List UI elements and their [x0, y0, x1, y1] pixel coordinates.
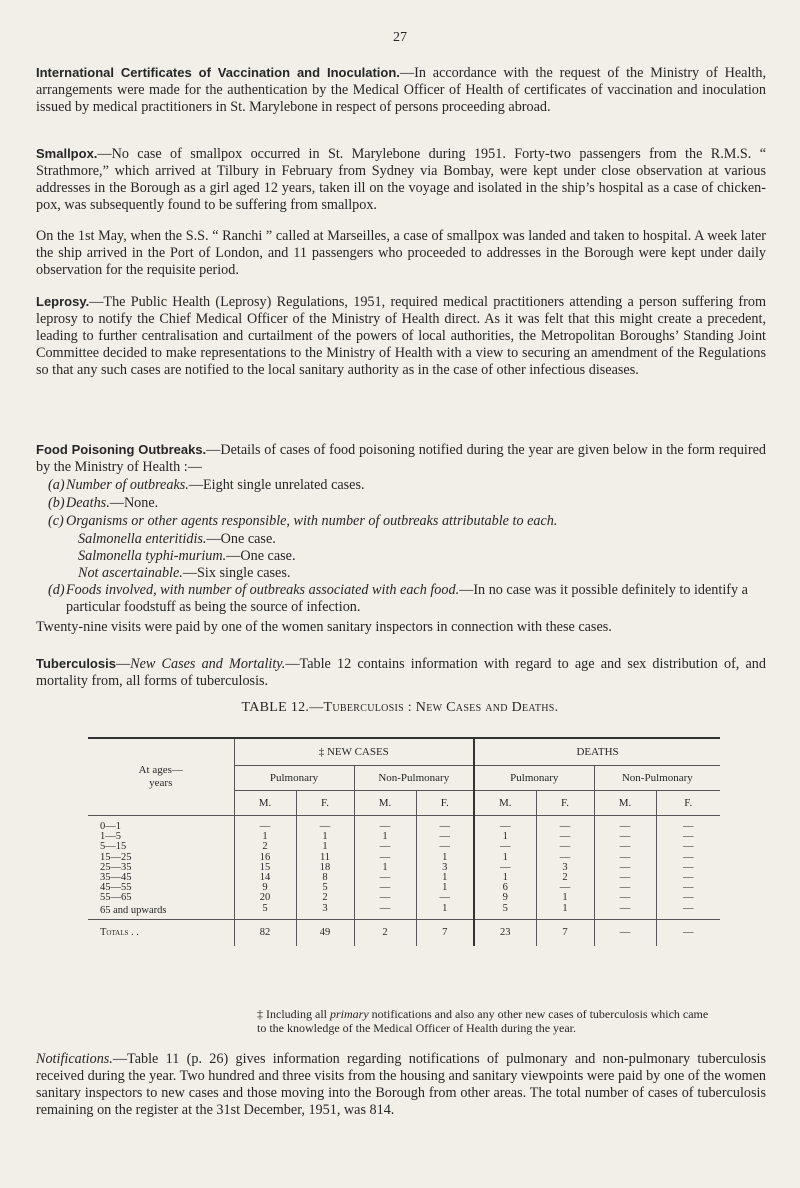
- age-cell: 5—15: [100, 841, 127, 853]
- age-cell: 45—55: [100, 882, 132, 894]
- col-f: F.: [536, 791, 594, 816]
- col-m: M.: [354, 791, 416, 816]
- col-f: F.: [296, 791, 354, 816]
- value-cell: —: [354, 904, 416, 920]
- value-cell: 1: [416, 873, 474, 883]
- value-cell: —: [656, 863, 720, 873]
- value-cell: 14: [234, 873, 296, 883]
- value-cell: —: [416, 893, 474, 903]
- table-caption: TABLE 12.—Tuberculosis : New Cases and Deaths.: [241, 700, 559, 715]
- total-cell: 7: [416, 919, 474, 946]
- value-cell: —: [474, 863, 536, 873]
- col-m: M.: [594, 791, 656, 816]
- value-cell: 8: [296, 873, 354, 883]
- value-cell: —: [354, 816, 416, 833]
- age-cell: 65 and upwards: [100, 905, 167, 917]
- value-cell: 1: [416, 883, 474, 893]
- food-visits-paragraph: Twenty-nine visits were paid by one of the women sanitary inspectors in connection with these cases.: [36, 619, 612, 635]
- notifications-title: Notifications.: [36, 1051, 113, 1067]
- table-footnote: ‡ Including all primary notifications and also any other new cases of tuberculosis which came to the knowledge of the Medical Officer of Health during the year.: [257, 1007, 709, 1035]
- value-cell: —: [536, 842, 594, 852]
- value-cell: 1: [474, 832, 536, 842]
- col-f: F.: [416, 791, 474, 816]
- food-intro: —Details of cases of food poisoning notified during the year are given below in the form required by the Ministry of Health :—: [36, 442, 766, 475]
- value-cell: 2: [536, 873, 594, 883]
- value-cell: —: [354, 893, 416, 903]
- total-cell: 49: [296, 919, 354, 946]
- smallpox-body-1: —No case of smallpox occurred in St. Marylebone during 1951. Forty-two passengers from the R.M.S. “ Strathmore,” which arrived at Tilbury in February from Sydney via Bombay, were kept under close observation at various addresses in the Borough as a girl aged 12 years, taken ill on the voyage and isolated in the ship’s hospital as a case of chicken-pox, was subsequently found to be suffering from smallpox.: [36, 146, 766, 213]
- smallpox-heading: Smallpox.: [36, 146, 98, 161]
- value-cell: 1: [536, 893, 594, 903]
- value-cell: 1: [296, 832, 354, 842]
- tuberculosis-paragraph: Tuberculosis—New Cases and Mortality.—Table 12 contains information with regard to age and sex distribution of, and mortality from, all forms of tuberculosis.: [36, 656, 766, 689]
- leprosy-heading: Leprosy.: [36, 294, 90, 309]
- food-heading: Food Poisoning Outbreaks.: [36, 442, 207, 457]
- new-cases-header: ‡ NEW CASES: [234, 738, 474, 766]
- tb-heading: Tuberculosis: [36, 656, 116, 671]
- value-cell: —: [416, 832, 474, 842]
- value-cell: —: [594, 904, 656, 920]
- food-poisoning-paragraph: [36, 441, 766, 476]
- age-cell: 25—35: [100, 861, 132, 873]
- value-cell: —: [656, 832, 720, 842]
- value-cell: —: [536, 832, 594, 842]
- value-cell: —: [536, 883, 594, 893]
- value-cell: —: [594, 842, 656, 852]
- value-cell: 1: [416, 853, 474, 863]
- food-item-c1: Salmonella enteritidis.—One case.: [78, 531, 276, 547]
- smallpox-body-2: On the 1st May, when the S.S. “ Ranchi ” called at Marseilles, a case of smallpox was landed and taken to hospital. A week later the ship arrived in the Port of London, and 11 passengers who proceeded to addresses in the Borough were kept under daily observation for the requisite period.: [36, 228, 766, 278]
- smallpox-paragraph: [36, 145, 766, 214]
- value-cell: —: [354, 842, 416, 852]
- value-cell: —: [594, 863, 656, 873]
- table-row: [88, 816, 720, 833]
- value-cell: 1: [416, 904, 474, 920]
- food-item-d: (d)Foods involved, with number of outbreaks associated with each food.—In no case was it possible definitely to identify a particular foodstuff as being the source of infection.: [48, 582, 748, 615]
- page-number: 27: [393, 30, 407, 45]
- value-cell: 11: [296, 853, 354, 863]
- food-item-b: (b)Deaths.—None.: [48, 495, 159, 511]
- col-f: F.: [656, 791, 720, 816]
- tuberculosis-table: [88, 737, 720, 938]
- food-item-c3: Not ascertainable.—Six single cases.: [78, 565, 291, 581]
- value-cell: —: [354, 853, 416, 863]
- value-cell: 6: [474, 883, 536, 893]
- total-cell: —: [656, 919, 720, 946]
- notifications-paragraph: Notifications.—Table 11 (p. 26) gives information regarding notifications of pulmonary and non-pulmonary tuberculosis received during the year. Two hundred and three visits from the housing and sanitary viewpoints were paid by one of the women sanitary inspectors to new cases and those moving into the Borough from other areas. The total number of cases of tuberculosis remaining on the register at the 31st December, 1951, was 814.: [36, 1051, 766, 1118]
- value-cell: 1: [474, 853, 536, 863]
- nc-nonpulmonary-header: Non-Pulmonary: [354, 766, 474, 791]
- value-cell: 1: [354, 832, 416, 842]
- value-cell: 16: [234, 853, 296, 863]
- intl-certificates-paragraph: [36, 64, 766, 116]
- value-cell: 5: [296, 883, 354, 893]
- value-cell: —: [416, 816, 474, 833]
- value-cell: —: [656, 893, 720, 903]
- food-item-a: (a)Number of outbreaks.—Eight single unrelated cases.: [48, 477, 365, 493]
- value-cell: —: [416, 842, 474, 852]
- value-cell: —: [656, 873, 720, 883]
- value-cell: —: [594, 883, 656, 893]
- value-cell: —: [594, 832, 656, 842]
- total-cell: —: [594, 919, 656, 946]
- deaths-header: DEATHS: [474, 738, 720, 766]
- age-cell: 0—1: [100, 821, 121, 832]
- value-cell: 3: [416, 863, 474, 873]
- age-cell: 1—5: [100, 831, 121, 843]
- value-cell: 15: [234, 863, 296, 873]
- food-item-c: (c) Organisms or other agents responsible, with number of outbreaks attributable to each.: [48, 513, 558, 529]
- age-cell: 55—65: [100, 892, 132, 904]
- total-cell: 82: [234, 919, 296, 946]
- value-cell: —: [656, 853, 720, 863]
- total-cell: 7: [536, 919, 594, 946]
- tb-subtitle: New Cases and Mortality.: [130, 656, 286, 672]
- value-cell: —: [354, 883, 416, 893]
- nc-pulmonary-header: Pulmonary: [234, 766, 354, 791]
- total-cell: 23: [474, 919, 536, 946]
- leprosy-body: —The Public Health (Leprosy) Regulations, 1951, required medical practitioners attending a person suffering from leprosy to notify the Chief Medical Officer of the Ministry of Health direct. As it was felt that this might create a precedent, leading to further centralisation and curtailment of the powers of local authorities, the Metropolitan Boroughs’ Standing Joint Committee decided to make representations to the Ministry of Health with a view to securing an amendment of the Regulations so that any such cases are notified to the local sanitary authority as in the case of other infectious diseases.: [36, 294, 766, 378]
- col-m: M.: [474, 791, 536, 816]
- leprosy-paragraph: [36, 293, 766, 379]
- total-cell: 2: [354, 919, 416, 946]
- totals-label: Totals . .: [100, 926, 139, 938]
- d-nonpulmonary-header: Non-Pulmonary: [594, 766, 720, 791]
- age-cell: 35—45: [100, 872, 132, 884]
- value-cell: —: [594, 816, 656, 833]
- value-cell: 5: [234, 904, 296, 920]
- value-cell: —: [656, 883, 720, 893]
- value-cell: —: [656, 904, 720, 920]
- value-cell: 1: [354, 863, 416, 873]
- d-pulmonary-header: Pulmonary: [474, 766, 594, 791]
- value-cell: 1: [536, 904, 594, 920]
- value-cell: 3: [536, 863, 594, 873]
- value-cell: 2: [234, 842, 296, 852]
- value-cell: 9: [474, 893, 536, 903]
- value-cell: —: [656, 842, 720, 852]
- value-cell: 1: [296, 842, 354, 852]
- value-cell: 2: [296, 893, 354, 903]
- value-cell: 1: [474, 873, 536, 883]
- value-cell: —: [536, 853, 594, 863]
- col-m: M.: [234, 791, 296, 816]
- age-cell: 15—25: [100, 851, 132, 863]
- value-cell: —: [594, 893, 656, 903]
- value-cell: —: [354, 873, 416, 883]
- table-row: [88, 904, 720, 920]
- value-cell: 20: [234, 893, 296, 903]
- value-cell: —: [594, 853, 656, 863]
- smallpox-paragraph-2: [36, 228, 766, 279]
- value-cell: —: [474, 816, 536, 833]
- value-cell: 9: [234, 883, 296, 893]
- value-cell: —: [234, 816, 296, 833]
- value-cell: —: [656, 816, 720, 833]
- value-cell: 1: [234, 832, 296, 842]
- value-cell: 5: [474, 904, 536, 920]
- food-item-c2: Salmonella typhi-murium.—One case.: [78, 548, 296, 564]
- value-cell: —: [594, 873, 656, 883]
- intl-heading: International Certificates of Vaccination and Inoculation.: [36, 65, 400, 80]
- intl-body: —In accordance with the request of the Ministry of Health, arrangements were made for the authentication by the Medical Officer of Health of certificates of vaccination and inoculation issued by medical practitioners in St. Marylebone in respect of persons proceeding abroad.: [36, 65, 767, 115]
- value-cell: 3: [296, 904, 354, 920]
- age-header: At ages— years: [88, 738, 234, 816]
- value-cell: —: [474, 842, 536, 852]
- value-cell: —: [296, 816, 354, 833]
- value-cell: 18: [296, 863, 354, 873]
- value-cell: —: [536, 816, 594, 833]
